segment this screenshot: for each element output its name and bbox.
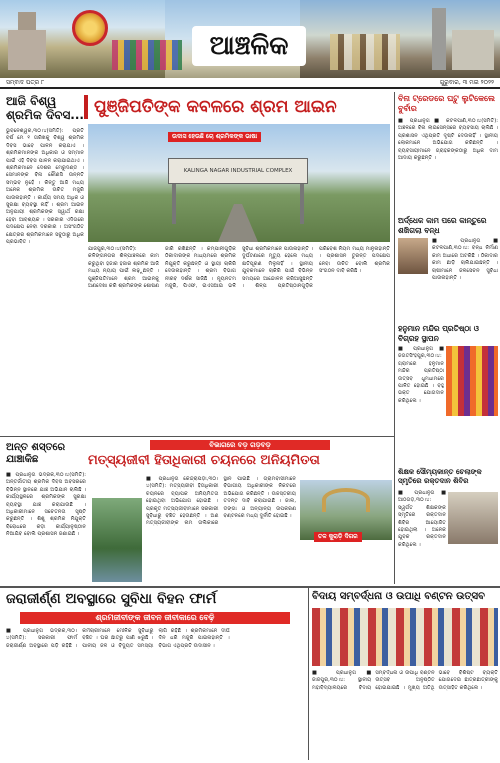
right-story2-headline: ଅର୍ଦ୍ଧେକ କାମ ପରେ କାନ୍ତୁରେ ଶଖିଗଲା ବନ୍ଧ [398, 216, 487, 235]
fish-story-photo-gate [300, 480, 392, 540]
masthead-rule [0, 87, 500, 89]
building-illustration [452, 30, 494, 70]
fish-story-kicker: ବିଭାଗରେ ବଡ଼ ଗଡ଼ବଡ଼ [150, 440, 330, 450]
lead-body: ଯାଜପୁର,୩୦।୪(ସମିତି): କଳିଙ୍ଗନଗର ଶିଳ୍ପାଞ୍ଚଳରେ କାମ କରୁଥିବା ହଜାର ହଜାର ଶ୍ରମିକ ଆଜି ମଧ୍ୟ ନ୍ୟାୟ ପାଇଁ ଲଢ଼ୁଛନ୍ତି । ପୁଞ୍ଜିପତିମାନେ ଶ୍ରମ ଆଇନକୁ ଅଣଦେଖା କରି ଶ୍ରମିକଙ୍କ ଶୋଷଣ ଜାରି ରଖିଛନ୍ତି । କମ୍ପାନୀଗୁଡ଼ିକ ଠିକାଦାରଙ୍କ ମାଧ୍ୟମରେ ଶ୍ରମିକ ନିଯୁକ୍ତି କରୁଛନ୍ତି ଓ ସ୍ଥାୟୀ ଚାକିରି ଦେଉନାହାନ୍ତି । ଶ୍ରମ ବିଭାଗ ନୀରବ ଦର୍ଶକ ସାଜିଛି । ନ୍ୟୂନତମ ମଜୁରି, ପିଏଫ, ଇଏସଆଇ ଭଳି ସୁବିଧା ଶ୍ରମିକମାନେ ପାଉନାହାନ୍ତି । ଦୁର୍ଘଟଣାରେ ମୃତ୍ୟୁ ହେଲେ ମଧ୍ୟ କ୍ଷତିପୂରଣ ମିଳୁନାହିଁ । ସ୍ଥାନୀୟ ଯୁବକମାନେ ଚାକିରି ପାଇଁ ବିଭିନ୍ନ ସମୟରେ ଆନ୍ଦୋଳନ କରିଆସୁଛନ୍ତି । ଶିଳ୍ପ ପ୍ରତିଷ୍ଠାନଗୁଡ଼ିକ ପରିବେଶ ନିୟମ ମଧ୍ୟ ମାନୁନାହାନ୍ତି । ପ୍ରଶାସନ ତୁରନ୍ତ ପଦକ୍ଷେପ ନେବା ଉଚିତ ବୋଲି ଶ୍ରମିକ ସଂଗଠନ ଦାବି କରିଛି । [88, 246, 390, 290]
masthead-strip [0, 78, 500, 86]
publication-name: ସମ୍ବାଦ ପତ୍ର ୮ [6, 78, 45, 86]
fish-story-headline: ମତ୍ସ୍ୟଜୀବୀ ହିତାଧିକାରୀ ଚୟନରେ ଅନିୟମିତତା [88, 453, 320, 468]
bottom-story-b-body: ■ ପ୍ରଧାନୁଗ ■ ଜାଜପୁର,୩୦।୪: ସ୍ଥାନୀୟ ମହାବିଦ୍ୟାଳୟରେ ବିଦାୟ ସମ୍ବର୍ଦ୍ଧନା ଓ ଉପାଧି ବଣ୍ଟନ ଉତ୍ସବ ଅନୁଷ୍ଠିତ ହୋଇଯାଇଛି । ମୁଖ୍ୟ ଅତିଥି ଭାବେ ବିଶିଷ୍ଟ ବ୍ୟକ୍ତି ଯୋଗଦେଇ ଛାତ୍ରଛାତ୍ରୀଙ୍କୁ ଉତ୍ସାହିତ କରିଥିଲେ । [312, 670, 498, 691]
crowd-illustration [112, 40, 182, 70]
right-story4-headline: ଶିକ୍ଷକ ସୌମ୍ୟକାନ୍ତ ଚେଲାଙ୍କ ସ୍ମୃତିରେ ରକ୍ତଦାନ ଶିବିର [398, 468, 482, 485]
konark-wheel-emblem [72, 10, 108, 46]
farewell-ceremony-photo [312, 608, 498, 666]
people-illustration [330, 34, 400, 70]
right-story2-body: ■ ପ୍ରଧାନୁଗ ■ କଟଳପାଣି,୩୦।୪: ବନ୍ଧ ନିର୍ମାଣ କାମ ଅଧାରେ ଅଟକିଛି । ଠିକାଦାର କାମ ଛାଡ଼ି ଚାଲିଯାଇଛନ୍ତି । ଚାଷୀମାନେ ଜଳସେଚନ ସୁବିଧା ପାଉନାହାନ୍ତି । [432, 238, 498, 282]
fish-story-photo-people [92, 498, 142, 582]
mid-left-body: ■ ପ୍ରଧାନୁଗ ଭଦ୍ରକ,୩୦।୪(ସମିତି): ଅନ୍ତର୍ଜାତୀୟ ଶ୍ରମିକ ଦିବସ ଅବସରରେ ବିଭିନ୍ନ ସ୍ଥାନରେ ଯାଞ୍ଚ ଅଭିଯାନ ଚାଲିଛି । କାର୍ଯ୍ୟସ୍ଥଳରେ ଶ୍ରମିକଙ୍କ ସୁରକ୍ଷା ବ୍ୟବସ୍ଥା ଯାଞ୍ଚ କରାଯାଉଛି । ଅଧିକାରୀମାନେ ସଚେତନତା ସୃଷ୍ଟି କରୁଛନ୍ତି । ଶିଶୁ ଶ୍ରମିକ ନିଯୁକ୍ତି ବିରୋଧରେ କଡ଼ା କାର୍ଯ୍ୟାନୁଷ୍ଠାନ ନିଆଯିବ ବୋଲି ପ୍ରଶାସନ ଜଣାଇଛି । [6, 472, 86, 538]
temple-illustration [8, 30, 46, 70]
issue-date: ଗୁରୁବାର, ୩ ମଇ ୨୦୨୨ [439, 78, 494, 86]
industrial-complex-sign: KALINGA NAGAR INDUSTRIAL COMPLEX [168, 158, 308, 184]
masthead [0, 0, 500, 86]
right-story1-headline: ବିନା ଟ୍ରେଡରେ ଘଟୁ ଲୁଟିକେଲେ ବୁର୍ବାର [398, 94, 495, 113]
portrait-photo [398, 238, 428, 274]
bottom-story-b-headline: ବିଦାୟ ସମ୍ବର୍ଦ୍ଧନା ଓ ଉପାଧି ବଣ୍ଟନ ଉତ୍ସବ [312, 591, 485, 602]
page-number: ୮ [41, 78, 45, 86]
right-story3-body: ■ ପ୍ରଧାନୁଗ ■ ଜଗତସିଂହପୁର,୩୦।୪: ଗ୍ରାମରେ ହନୁମାନ ମନ୍ଦିର ପ୍ରତିଷ୍ଠା ଉତ୍ସବ ଧୁମଧାମରେ ପାଳିତ ହୋଇଛି । ବହୁ ଭକ୍ତ ଯୋଗଦାନ କରିଥିଲେ । [398, 346, 444, 404]
left-kicker: ଆଜି ବିଶ୍ୱ ଶ୍ରମିକ ଦିବସ... [6, 94, 84, 122]
mid-left-headline: ଅନ୍ତ ଶସ୍ତରେ ଯାଞ୍ଚାକିଛ [6, 442, 66, 465]
bottom-rule [0, 586, 500, 588]
right-story4-body: ■ ପ୍ରଧାନୁଗ ■ ଆଠଗଡ଼,୩୦।୪: ସ୍ୱର୍ଗତ ଶିକ୍ଷକଙ୍କ ସ୍ମୃତିରେ ରକ୍ତଦାନ ଶିବିର ଆୟୋଜିତ ହୋଇଥିଲା । ଅନେକ ଯୁବକ ରକ୍ତଦାନ କରିଥିଲେ । [398, 490, 446, 548]
bottom-story-a-body: ■ ପ୍ରଧାନୁଗ ଭଦ୍ରକ,୩୦।୪(ସମିତି): ସରକାରୀ ଫାର୍ମ ଜରାଜୀର୍ଣ୍ଣ ଅବସ୍ଥାରେ ପଡ଼ି ରହିଛି । କର୍ମଚାରୀମାନେ ମୌଳିକ ସୁବିଧାରୁ ବଞ୍ଚିତ । ଘର ଛାତରୁ ପାଣି ଝରୁଛି । ପାନୀୟ ଜଳ ଓ ବିଦ୍ୟୁତ ସମସ୍ୟା ଲାଗି ରହିଛି । ଶ୍ରମିକମାନେ ଦୀର୍ଘ ଦିନ ଧରି ମଜୁରି ପାଇନାହାନ୍ତି । ବିଭାଗ ଏଥିପ୍ରତି ଉଦାସୀନ । [6, 628, 230, 649]
blood-donation-photo [448, 492, 498, 544]
lead-headline: ପୁଞ୍ଜିପତିଙ୍କ କବଳରେ ଶ୍ରମ ଆଇନ [84, 95, 384, 119]
section-rule [0, 436, 394, 437]
lead-photo-caption: ଉଦାସ ହେଉଛି ଚୋ ଶ୍ରମିକଙ୍କ ଭାଷା [168, 132, 261, 142]
bottom-column-rule [308, 588, 309, 760]
fish-story-body: ■ ପ୍ରଧାନୁଗ କେନ୍ଦ୍ରାପଡ଼ା,୩୦।୪(ସମିତି): ମତ୍ସ୍ୟଜୀବୀ ହିତାଧିକାରୀ ଚୟନରେ ବ୍ୟାପକ ଅନିୟମିତତା ହୋଇଥିବା ଅଭିଯୋଗ ହୋଇଛି । ପ୍ରକୃତ ମତ୍ସ୍ୟଜୀବୀମାନେ ସରକାରୀ ସୁବିଧାରୁ ବଞ୍ଚିତ ହେଉଛନ୍ତି । ଅଣ ମତ୍ସ୍ୟଜୀବୀଙ୍କ ନାମ ତାଲିକାରେ ସ୍ଥାନ ପାଇଛି । ଗ୍ରାମବାସୀମାନେ ବିଭାଗୀୟ ଅଧିକାରୀଙ୍କ ନିକଟରେ ଅଭିଯୋଗ କରିଛନ୍ତି । ଉଚ୍ଚସ୍ତରୀୟ ତଦନ୍ତ ଦାବି କରାଯାଇଛି । ଜାଲ, ଡଙ୍ଗା ଓ ଅନ୍ୟାନ୍ୟ ଉପକରଣ ବଣ୍ଟନରେ ମଧ୍ୟ ଦୁର୍ନୀତି ହୋଇଛି । [146, 476, 296, 527]
right-story3-headline: ହନୁମାନ ମନ୍ଦିର ପ୍ରତିଷ୍ଠା ଓ ବିଗ୍ରହ ସ୍ଥାପନ [398, 324, 479, 343]
bottom-story-a-headline: ଜରାଜୀର୍ଣ୍ଣ ଅବସ୍ଥାରେ ସୁବିଧା ବିହନ ଫାର୍ମ [6, 591, 217, 607]
column-rule [394, 92, 395, 584]
left-col-body: ଭୁବନେଶ୍ୱର,୩୦।୪(ସମିତି): ପ୍ରତି ବର୍ଷ ମେ ୧ ତାରିଖକୁ ବିଶ୍ୱ ଶ୍ରମିକ ଦିବସ ଭାବେ ପାଳନ କରାଯାଏ । ଶ୍ରମିକମାନଙ୍କ ଅଧିକାର ଓ ସମ୍ମାନ ପାଇଁ ଏହି ଦିବସ ପାଳନ କରାଯାଇଥାଏ । ଶ୍ରମିକମାନେ ଦେଶର ମେରୁଦଣ୍ଡ । ସେମାନଙ୍କ ବିନା କୌଣସି ଉନ୍ନତି ସମ୍ଭବ ନୁହେଁ । କିନ୍ତୁ ଆଜି ମଧ୍ୟ ଅନେକ ଶ୍ରମିକ ଉଚିତ ମଜୁରି ପାଉନାହାନ୍ତି । କାର୍ଯ୍ୟ ସମୟ ଅଧିକ ଓ ସୁରକ୍ଷା ବ୍ୟବସ୍ଥା ନାହିଁ । ଶ୍ରମ ଆଇନ ଅନୁଯାୟୀ ଶ୍ରମିକଙ୍କ ସ୍ୱାର୍ଥ ରକ୍ଷା ହେବା ଆବଶ୍ୟକ । ସରକାର ଏଦିଗରେ ପଦକ୍ଷେପ ନେବା ଦରକାର । ଅସଂଗଠିତ କ୍ଷେତ୍ରର ଶ୍ରମିକମାନେ ସବୁଠାରୁ ଅଧିକ ପ୍ରଭାବିତ । [6, 128, 84, 246]
tower-illustration [432, 8, 446, 70]
fish-story-photo-caption: ତଳ କୁରାଡ଼ି ଦିଗର [314, 532, 362, 542]
temple-ceremony-photo [446, 346, 498, 416]
bottom-story-a-kicker: ଶ୍ରମଜୀବୀଙ୍କ ଜୀବନ ଜୀବୀକାରେ ବେଢ଼ି [20, 612, 290, 624]
right-story1-body: ■ ପ୍ରଧାନୁଗ ■ କଟଳପାଣି,୩୦।୪(ସମିତି): ଅଞ୍ଚଳରେ ବିନା ଲାଇସେନ୍ସରେ ବ୍ୟବସାୟ ଚାଲିଛି । ପ୍ରଶାସନ ଏଥିପ୍ରତି ଦୃଷ୍ଟି ଦେଉନାହିଁ । ସ୍ଥାନୀୟ ଲୋକମାନେ ଅଭିଯୋଗ କରିଛନ୍ତି । ବ୍ୟବସାୟୀମାନେ ଗ୍ରାହକଙ୍କଠାରୁ ଅଧିକ ଦାମ ଆଦାୟ କରୁଛନ୍ତି । [398, 118, 498, 162]
section-title: ଆଞ୍ଚଳିକ [192, 26, 306, 66]
